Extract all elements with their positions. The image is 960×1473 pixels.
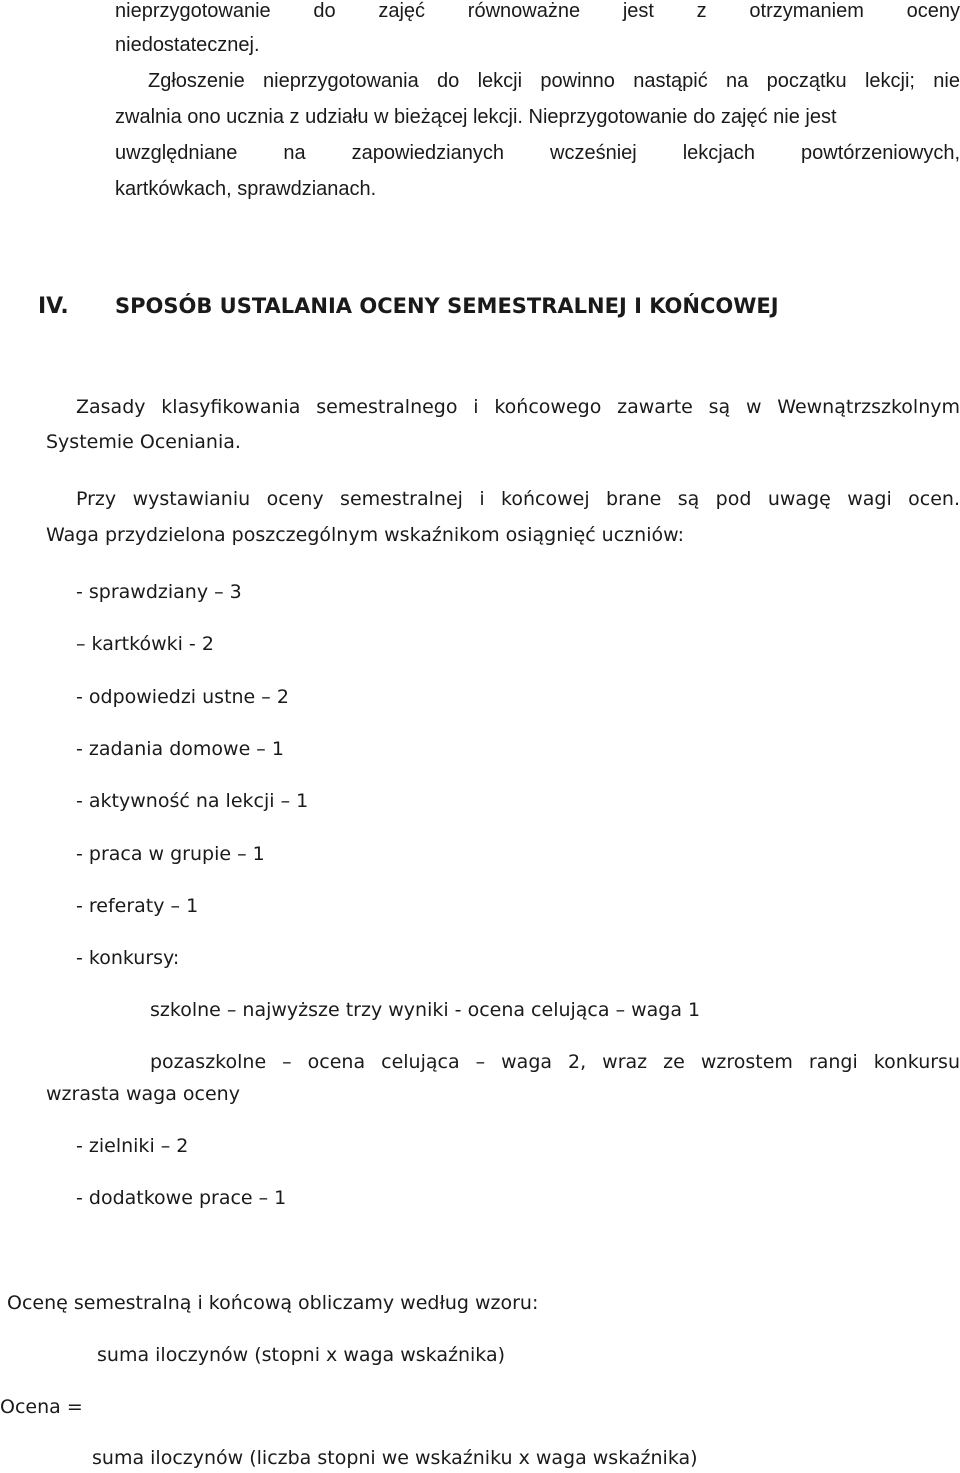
paragraph-line: Zasady klasyfikowania semestralnego i końcowego zawarte są w Wewnątrzszkolnym — [76, 396, 960, 418]
paragraph-line: Systemie Oceniania. — [46, 431, 241, 453]
list-item: wzrasta waga oceny — [46, 1083, 240, 1105]
formula-intro: Ocenę semestralną i końcową obliczamy według wzoru: — [7, 1292, 539, 1314]
paragraph-line: niedostatecznej. — [115, 34, 260, 56]
list-item: - dodatkowe prace – 1 — [76, 1187, 287, 1209]
list-item: - praca w grupie – 1 — [76, 843, 265, 865]
list-item: pozaszkolne – ocena celująca – waga 2, wraz ze wzrostem rangi konkursu — [150, 1051, 960, 1073]
paragraph-line: uwzględniane na zapowiedzianych wcześniej lekcjach powtórzeniowych, — [115, 142, 960, 164]
paragraph-line: zwalnia ono ucznia z udziału w bieżącej lekcji. Nieprzygotowanie do zajęć nie jest — [115, 106, 837, 128]
paragraph-line: Przy wystawianiu oceny semestralnej i końcowej brane są pod uwagę wagi ocen. — [76, 488, 960, 510]
list-item: - sprawdziany – 3 — [76, 581, 242, 603]
formula-numerator: suma iloczynów (stopni x waga wskaźnika) — [97, 1344, 506, 1366]
paragraph-line: Zgłoszenie nieprzygotowania do lekcji powinno nastąpić na początku lekcji; nie — [148, 70, 960, 92]
list-item: - konkursy: — [76, 947, 180, 969]
formula-denominator: suma iloczynów (liczba stopni we wskaźniku x waga wskaźnika) — [92, 1447, 698, 1469]
section-title: SPOSÓB USTALANIA OCENY SEMESTRALNEJ I KOŃCOWEJ — [115, 294, 779, 318]
list-item: - odpowiedzi ustne – 2 — [76, 686, 289, 708]
list-item: - zielniki – 2 — [76, 1135, 189, 1157]
list-item: - zadania domowe – 1 — [76, 738, 284, 760]
paragraph-line: kartkówkach, sprawdzianach. — [115, 178, 377, 200]
list-item: – kartkówki - 2 — [76, 633, 214, 655]
paragraph-line: nieprzygotowanie do zajęć równoważne jest z otrzymaniem oceny — [115, 0, 960, 22]
section-number: IV. — [38, 294, 69, 319]
formula-label: Ocena = — [0, 1396, 83, 1418]
paragraph-line: Waga przydzielona poszczególnym wskaźnikom osiągnięć uczniów: — [46, 524, 684, 546]
list-item: szkolne – najwyższe trzy wyniki - ocena celująca – waga 1 — [150, 999, 701, 1021]
list-item: - referaty – 1 — [76, 895, 199, 917]
list-item: - aktywność na lekcji – 1 — [76, 790, 309, 812]
